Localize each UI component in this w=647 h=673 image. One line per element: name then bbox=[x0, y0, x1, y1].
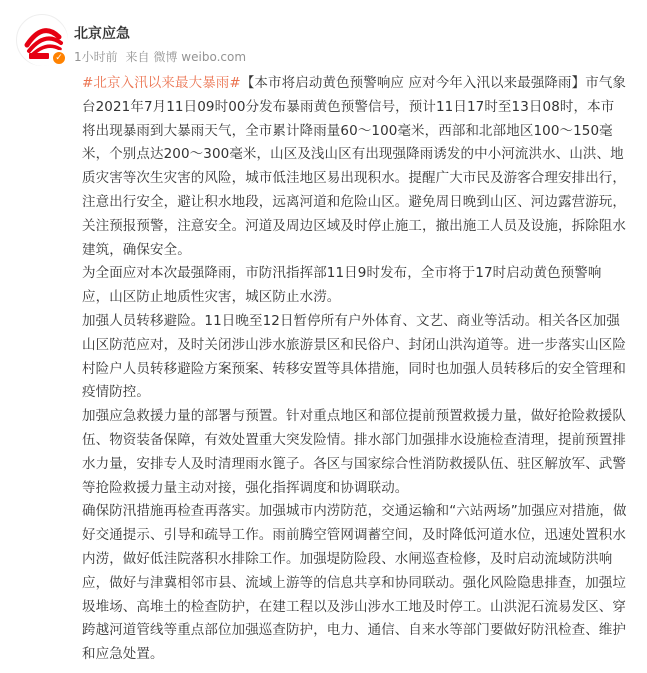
post-paragraph-2: 为全面应对本次最强降雨，市防汛指挥部11日9时发布，全市将于17时启动黄色预警响应，山区防止地质性灾害，城区防止水涝。 bbox=[82, 265, 602, 306]
topic-link[interactable]: #北京入汛以来最大暴雨# bbox=[82, 75, 241, 91]
post-paragraph-5: 确保防汛措施再检查再落实。加强城市内涝防范，交通运输和“六站两场”加强应对措施，做好交通提示、引导和疏导工作。雨前腾空管网调蓄空间，及时降低河道水位，迅速处置积水内涝，做好低洼院落积水排除工作。加强堤防险段、水闸巡查检修，及时启动流域防洪响应，做好与津冀相邻市县、流域上游等的信息共享和协同联动。强化风险隐患排查，加强垃圾堆场、高堆土的检查防护，在建工程以及涉山涉水工地及时停工。山洪泥石流易发区、穿跨越河道管线等重点部位加强巡查防护，电力、通信、自来水等部门要做好防汛检查、维护和应急处置。 bbox=[82, 503, 627, 663]
post-body bbox=[82, 72, 627, 667]
author-name[interactable]: 北京应急 bbox=[74, 26, 130, 42]
post-source: 微博 weibo.com bbox=[153, 50, 247, 64]
post-paragraph-3: 加强人员转移避险。11日晚至12日暂停所有户外体育、文艺、商业等活动。相关各区加强山区防范应对，及时关闭涉山涉水旅游景区和民俗户、封闭山洪沟道等。进一步落实山区险村险户人员转移避险方案预案、转移安置等具体措施，同时也加强人员转移后的安全管理和疫情防控。 bbox=[82, 312, 626, 401]
post-paragraph-4: 加强应急救援力量的部署与预置。针对重点地区和部位提前预置救援力量，做好抢险救援队伍、物资装备保障，有效处置重大突发险情。排水部门加强排水设施检查清理，提前预置排水力量，安排专人及时清理雨水篦子。各区与国家综合性消防救援队伍、驻区解放军、武警等抢险救援力量主动对接，强化指挥调度和协调联动。 bbox=[82, 408, 626, 496]
post-paragraph-1 bbox=[82, 72, 627, 262]
paragraph-text: 【本市将启动黄色预警响应 应对今年入汛以来最强降雨】市气象台2021年7月11日09时00分发布暴雨黄色预警信号，预计11日17时至13日08时，本市将出现暴雨到大暴雨天气，全市累计降雨量60～100毫米，西部和北部地区100～150毫米，个别点达200～300毫米，山区及浅山区有出现强降雨诱发的中小河流洪水、山洪、地质灾害等次生灾害的风险，城市低洼地区易出现积水。提醒广大市民及游客合理安排出行，注意出行安全，避让积水地段，远离河道和危险山区。避免周日晚到山区、河边露营游玩，关注预报预警，注意安全。河道及周边区域及时停止施工，撤出施工人员及设施，拆除阻水建筑，确保安全。 bbox=[82, 75, 627, 258]
post-meta bbox=[74, 49, 631, 65]
verified-badge-icon: ✓ bbox=[51, 50, 67, 66]
source-prefix: 来自 bbox=[125, 50, 150, 64]
post-time[interactable]: 1小时前 bbox=[74, 50, 118, 64]
post-header bbox=[74, 0, 631, 64]
